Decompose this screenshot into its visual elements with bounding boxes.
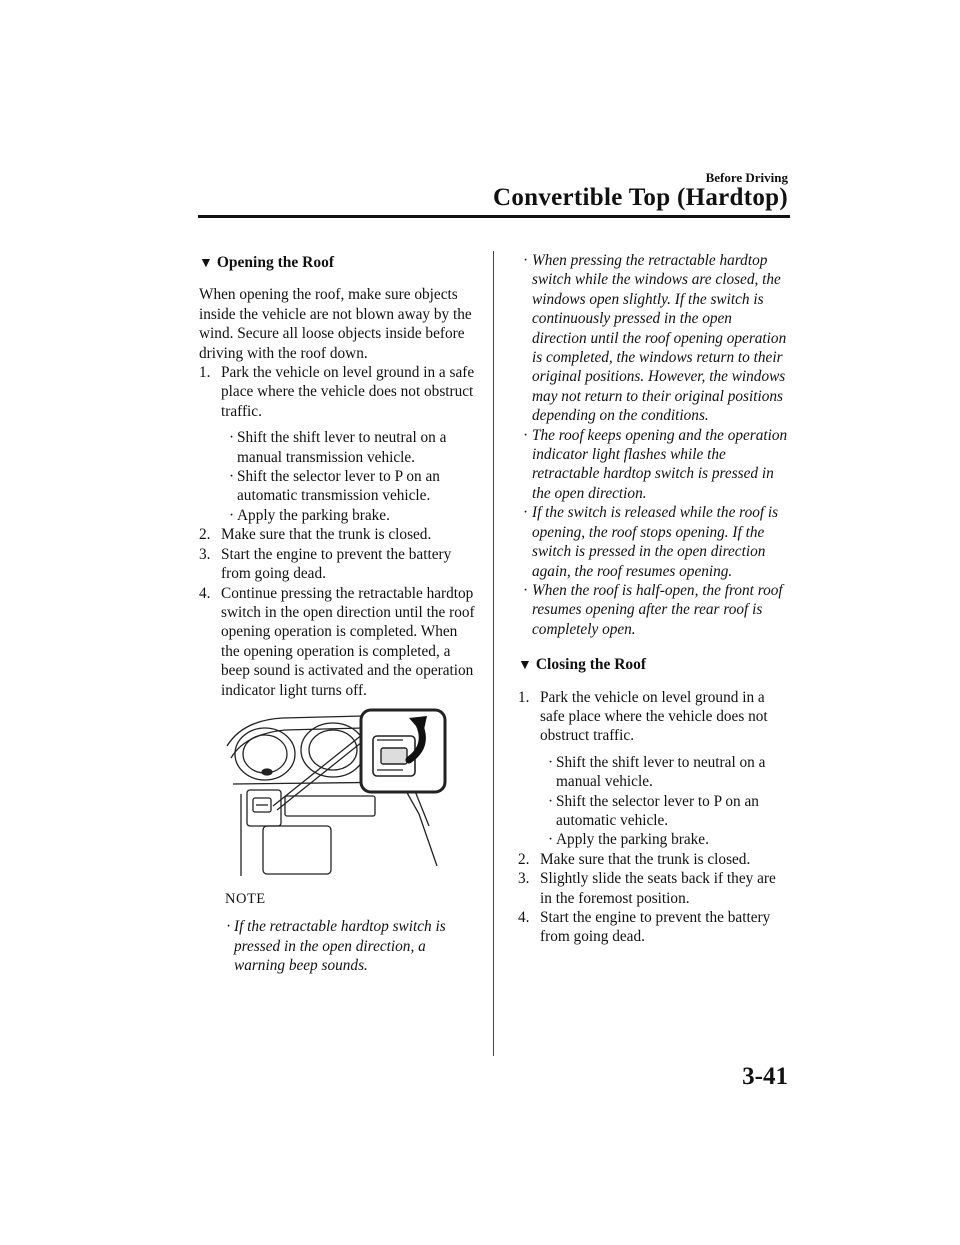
note-bullet-item: · The roof keeps opening and the operation indicator light flashes while the retractable hardtop switch is pressed in the open direction. xyxy=(523,426,788,502)
note-label: NOTE xyxy=(225,890,266,907)
bullet-item: · Apply the parking brake. xyxy=(548,831,709,849)
step-item xyxy=(518,869,790,908)
bullet-icon: · xyxy=(523,581,529,599)
note-continued-list xyxy=(518,251,790,639)
heading-marker-icon: ▼ xyxy=(518,658,532,674)
header-rule xyxy=(198,215,790,218)
step-number: 2. xyxy=(199,526,211,544)
bullet-icon: · xyxy=(523,252,529,269)
step-text: Start the engine to prevent the battery from going dead. xyxy=(540,909,771,946)
bullet-icon: · xyxy=(226,918,232,936)
bullet-icon: · xyxy=(548,753,554,771)
closing-roof-heading xyxy=(518,655,790,675)
bullet-item: · Shift the selector lever to P on an automatic transmission vehicle. xyxy=(229,468,440,505)
step-item xyxy=(199,363,475,421)
note-bullet-item: · If the retractable hardtop switch is pressed in the open direction, a warning beep sounds. xyxy=(226,918,446,975)
heading-text: Opening the Roof xyxy=(216,254,334,271)
step-number: 1. xyxy=(199,364,211,382)
prep-bullet-list xyxy=(199,428,475,525)
column-divider xyxy=(493,251,494,1056)
bullet-item: · Shift the selector lever to P on an automatic vehicle. xyxy=(548,792,759,829)
intro-paragraph: When opening the roof, make sure objects inside the vehicle are not blown away by the wind. Secure all loose objects inside before driving with the roof down. xyxy=(199,286,472,362)
step-text: Make sure that the trunk is closed. xyxy=(540,850,751,868)
bullet-icon: · xyxy=(548,792,554,810)
note-bullet-item: · If the switch is released while the roof is opening, the roof stops opening. If the switch is pressed in the open direction again, the roof resumes opening. xyxy=(523,504,779,580)
step-number: 3. xyxy=(518,870,530,888)
bullet-item: · Apply the parking brake. xyxy=(229,506,390,524)
bullet-icon: · xyxy=(229,429,235,447)
bullet-icon: · xyxy=(229,506,235,524)
step-item xyxy=(518,908,790,947)
step-text: Start the engine to prevent the battery from going dead. xyxy=(221,545,452,583)
note-bullet-item: · When pressing the retractable hardtop switch while the windows are closed, the windows open slightly. If the switch is continuously pressed in the open direction until the roof opening operation is completed, the windows return to their original positions. However, the windows may not return to their original positions depending on the conditions. xyxy=(523,252,787,425)
step-item xyxy=(199,545,475,584)
note-bullet-list xyxy=(199,917,475,975)
step-number: 3. xyxy=(199,545,211,563)
section-title: Convertible Top (Hardtop) xyxy=(492,184,788,211)
hardtop-switch-illustration xyxy=(223,706,451,882)
step-text: Slightly slide the seats back if they are in the foremost position. xyxy=(540,870,776,907)
step-number: 4. xyxy=(518,909,530,926)
step-text: Continue pressing the retractable hardtop switch in the open direction until the roof opening operation is completed. When the opening operation is completed, a beep sound is activated and the operation indicator light turns off. xyxy=(221,584,475,699)
bullet-icon: · xyxy=(548,831,554,849)
bullet-icon: · xyxy=(523,426,529,444)
bullet-icon: · xyxy=(523,504,529,522)
step-item xyxy=(518,688,790,746)
bullet-item: · Shift the shift lever to neutral on a manual transmission vehicle. xyxy=(229,429,447,466)
step-number: 1. xyxy=(518,688,530,706)
page-number: 3-41 xyxy=(742,1063,788,1090)
step-number: 2. xyxy=(518,850,530,868)
opening-roof-heading xyxy=(199,253,475,273)
step-item xyxy=(518,850,790,869)
step-text: Park the vehicle on level ground in a safe place where the vehicle does not obstruct traffic. xyxy=(540,688,768,745)
right-column xyxy=(518,251,790,947)
step-text: Make sure that the trunk is closed. xyxy=(221,526,432,544)
note-bullet-item: · When the roof is half-open, the front roof resumes opening after the rear roof is completely open. xyxy=(523,581,783,638)
bullet-icon: · xyxy=(229,468,235,486)
step-item xyxy=(199,584,475,700)
left-column xyxy=(199,251,475,976)
bullet-item: · Shift the shift lever to neutral on a manual vehicle. xyxy=(548,753,766,791)
step-number: 4. xyxy=(199,584,211,602)
prep-bullet-list xyxy=(518,753,790,850)
chapter-label: Before Driving xyxy=(705,170,788,185)
heading-marker-icon: ▼ xyxy=(199,256,213,271)
step-item xyxy=(199,525,475,544)
step-text: Park the vehicle on level ground in a safe place where the vehicle does not obstruct traffic. xyxy=(221,364,475,420)
heading-text: Closing the Roof xyxy=(535,656,647,674)
